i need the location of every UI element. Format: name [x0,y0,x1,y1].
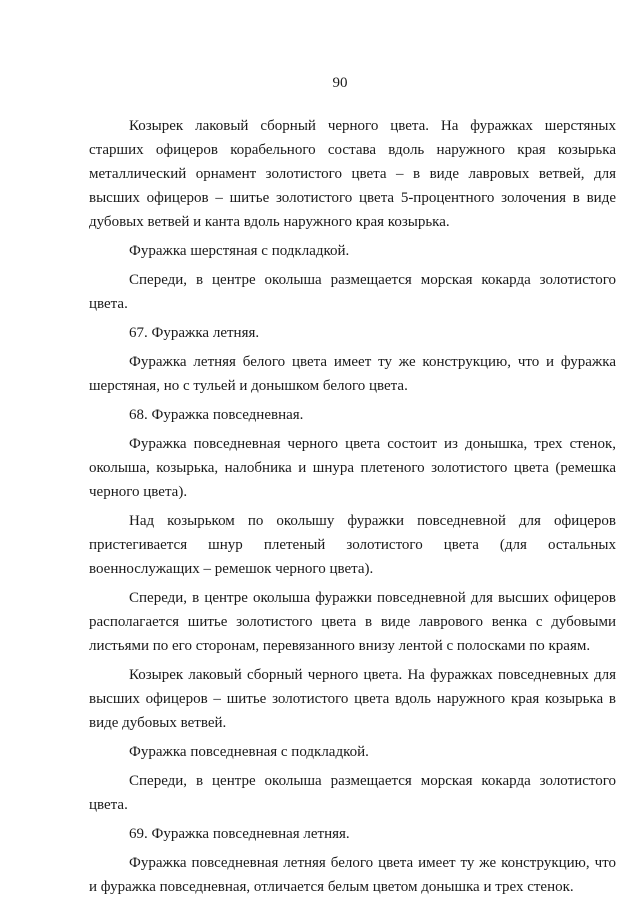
paragraph-everyday-summer-cap: Фуражка повседневная летняя белого цвета имеет ту же конструкцию, что и фуражка повседневная, отличается белым цветом донышка и трех стенок. [89,855,616,895]
paragraph-visor-description: Козырек лаковый сборный черного цвета. На фуражках шерстяных старших офицеров корабельного состава вдоль наружного края козырька металлический орнамент золотистого цвета – в виде лавровых ветвей, для высших офицеров – шитье золотистого цвета 5-процентного золочения в виде дубовых ветвей и канта вдоль наружного края козырька. [89,118,616,230]
section-heading-69: 69. Фуражка повседневная летняя. [129,826,350,842]
paragraph-embroidery-wreath: Спереди, в центре околыша фуражки повседневной для высших офицеров располагается шитье золотистого цвета в виде лаврового венка с дубовыми листьями по его сторонам, перевязанного внизу лентой с полосками по краям. [89,590,616,654]
paragraph-everyday-cap-lined: Фуражка повседневная с подкладкой. [129,744,369,760]
paragraph-cockade-front: Спереди, в центре околыша размещается морская кокарда золотистого цвета. [89,272,616,312]
document-body [89,114,616,904]
paragraph-everyday-cap-construction: Фуражка повседневная черного цвета состоит из донышка, трех стенок, околыша, козырька, налобника и шнура плетеного золотистого цвета (ремешка черного цвета). [89,436,616,500]
page-number: 90 [332,75,348,91]
paragraph-cockade-front-2: Спереди, в центре околыша размещается морская кокарда золотистого цвета. [89,773,616,813]
paragraph-cord-attachment: Над козырьком по околышу фуражки повседневной для офицеров пристегивается шнур плетеный золотистого цвета (для остальных военнослужащих – ремешок черного цвета). [89,513,616,577]
section-heading-68: 68. Фуражка повседневная. [129,407,304,423]
section-heading-67: 67. Фуражка летняя. [129,325,260,341]
paragraph-summer-cap: Фуражка летняя белого цвета имеет ту же конструкцию, что и фуражка шерстяная, но с тульей и донышком белого цвета. [89,354,616,394]
paragraph-wool-cap-lined: Фуражка шерстяная с подкладкой. [129,243,350,259]
paragraph-everyday-visor: Козырек лаковый сборный черного цвета. На фуражках повседневных для высших офицеров – шитье золотистого цвета вдоль наружного края козырька в виде дубовых ветвей. [89,667,616,731]
